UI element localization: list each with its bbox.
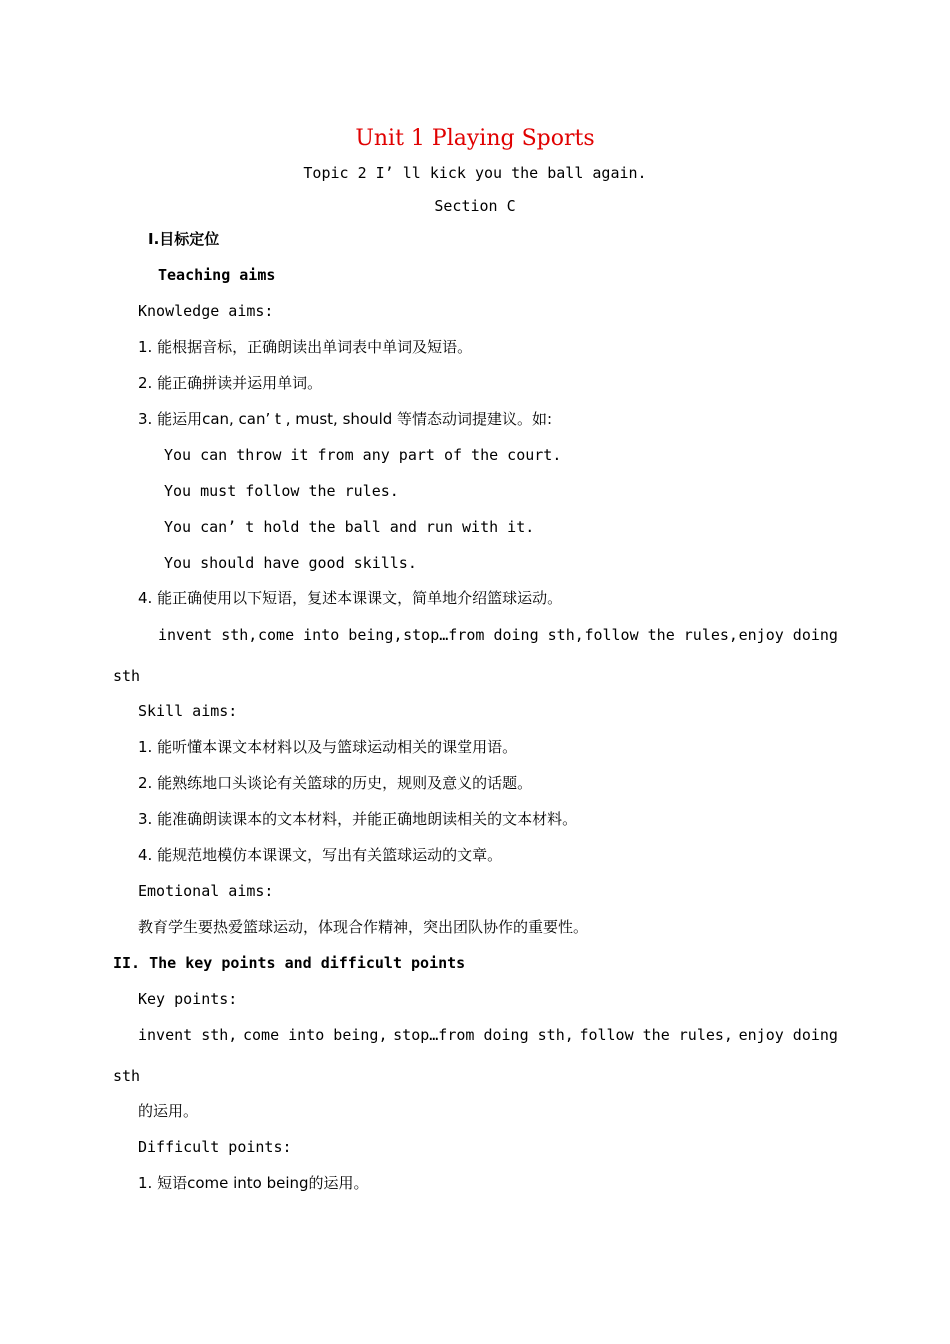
skill-item-2: 2. 能熟练地口头谈论有关篮球的历史，规则及意义的话题。 [138, 774, 533, 792]
example-sentence-4: You should have good skills. [164, 554, 417, 572]
part2-heading: II. The key points and difficult points [113, 954, 466, 972]
emotional-aims-label: Emotional aims: [138, 882, 274, 900]
key-points-line [138, 1025, 838, 1045]
example-sentence-3: You can’ t hold the ball and run with it. [164, 518, 535, 536]
emotional-aims-text: 教育学生要热爱篮球运动，体现合作精神，突出团队协作的重要性。 [138, 918, 589, 936]
skill-item-4: 4. 能规范地模仿本课课文，写出有关篮球运动的文章。 [138, 846, 503, 864]
example-sentence-2: You must follow the rules. [164, 482, 399, 500]
topic-heading: Topic 2 I’ ll kick you the ball again. [303, 164, 647, 182]
skill-item-1: 1. 能听懂本课文本材料以及与篮球运动相关的课堂用语。 [138, 738, 518, 756]
phrases-line [158, 625, 838, 645]
section-heading: Section C [434, 197, 516, 215]
key-points-label: Key points: [138, 990, 238, 1008]
example-sentence-1: You can throw it from any part of the court. [164, 446, 562, 464]
phrase-item: invent sth, [158, 626, 258, 644]
phrase-item: come into being, [258, 626, 403, 644]
key-phrase-item: come into being, [243, 1026, 388, 1044]
key-phrase-item: follow the rules, [579, 1026, 733, 1044]
phrases-wrap: sth [113, 667, 141, 685]
difficult-points-label: Difficult points: [138, 1138, 292, 1156]
document-title: Unit 1 Playing Sports [355, 126, 595, 151]
skill-aims-label: Skill aims: [138, 702, 238, 720]
difficult-item-1: 1. 短语come into being的运用。 [138, 1174, 369, 1192]
knowledge-item-2: 2. 能正确拼读并运用单词。 [138, 374, 323, 392]
knowledge-item-1: 1. 能根据音标，正确朗读出单词表中单词及短语。 [138, 338, 473, 356]
teaching-aims-heading: Teaching aims [158, 266, 276, 284]
phrase-item: stop…from doing sth, [403, 626, 584, 644]
knowledge-item-4: 4. 能正确使用以下短语，复述本课课文，简单地介绍篮球运动。 [138, 589, 563, 607]
part1-heading: I.目标定位 [148, 230, 220, 248]
key-phrase-item: stop…from doing sth, [393, 1026, 574, 1044]
key-points-wrap: sth [113, 1067, 141, 1085]
key-phrase-item: invent sth, [138, 1026, 238, 1044]
knowledge-aims-label: Knowledge aims: [138, 302, 274, 320]
phrase-item: enjoy doing [738, 626, 838, 644]
phrase-item: follow the rules, [584, 626, 738, 644]
key-phrase-item: enjoy doing [738, 1026, 838, 1044]
skill-item-3: 3. 能准确朗读课本的文本材料，并能正确地朗读相关的文本材料。 [138, 810, 578, 828]
key-points-suffix: 的运用。 [138, 1102, 199, 1120]
knowledge-item-3: 3. 能运用can, can’ t , must, should 等情态动词提建议。如: [138, 410, 553, 428]
